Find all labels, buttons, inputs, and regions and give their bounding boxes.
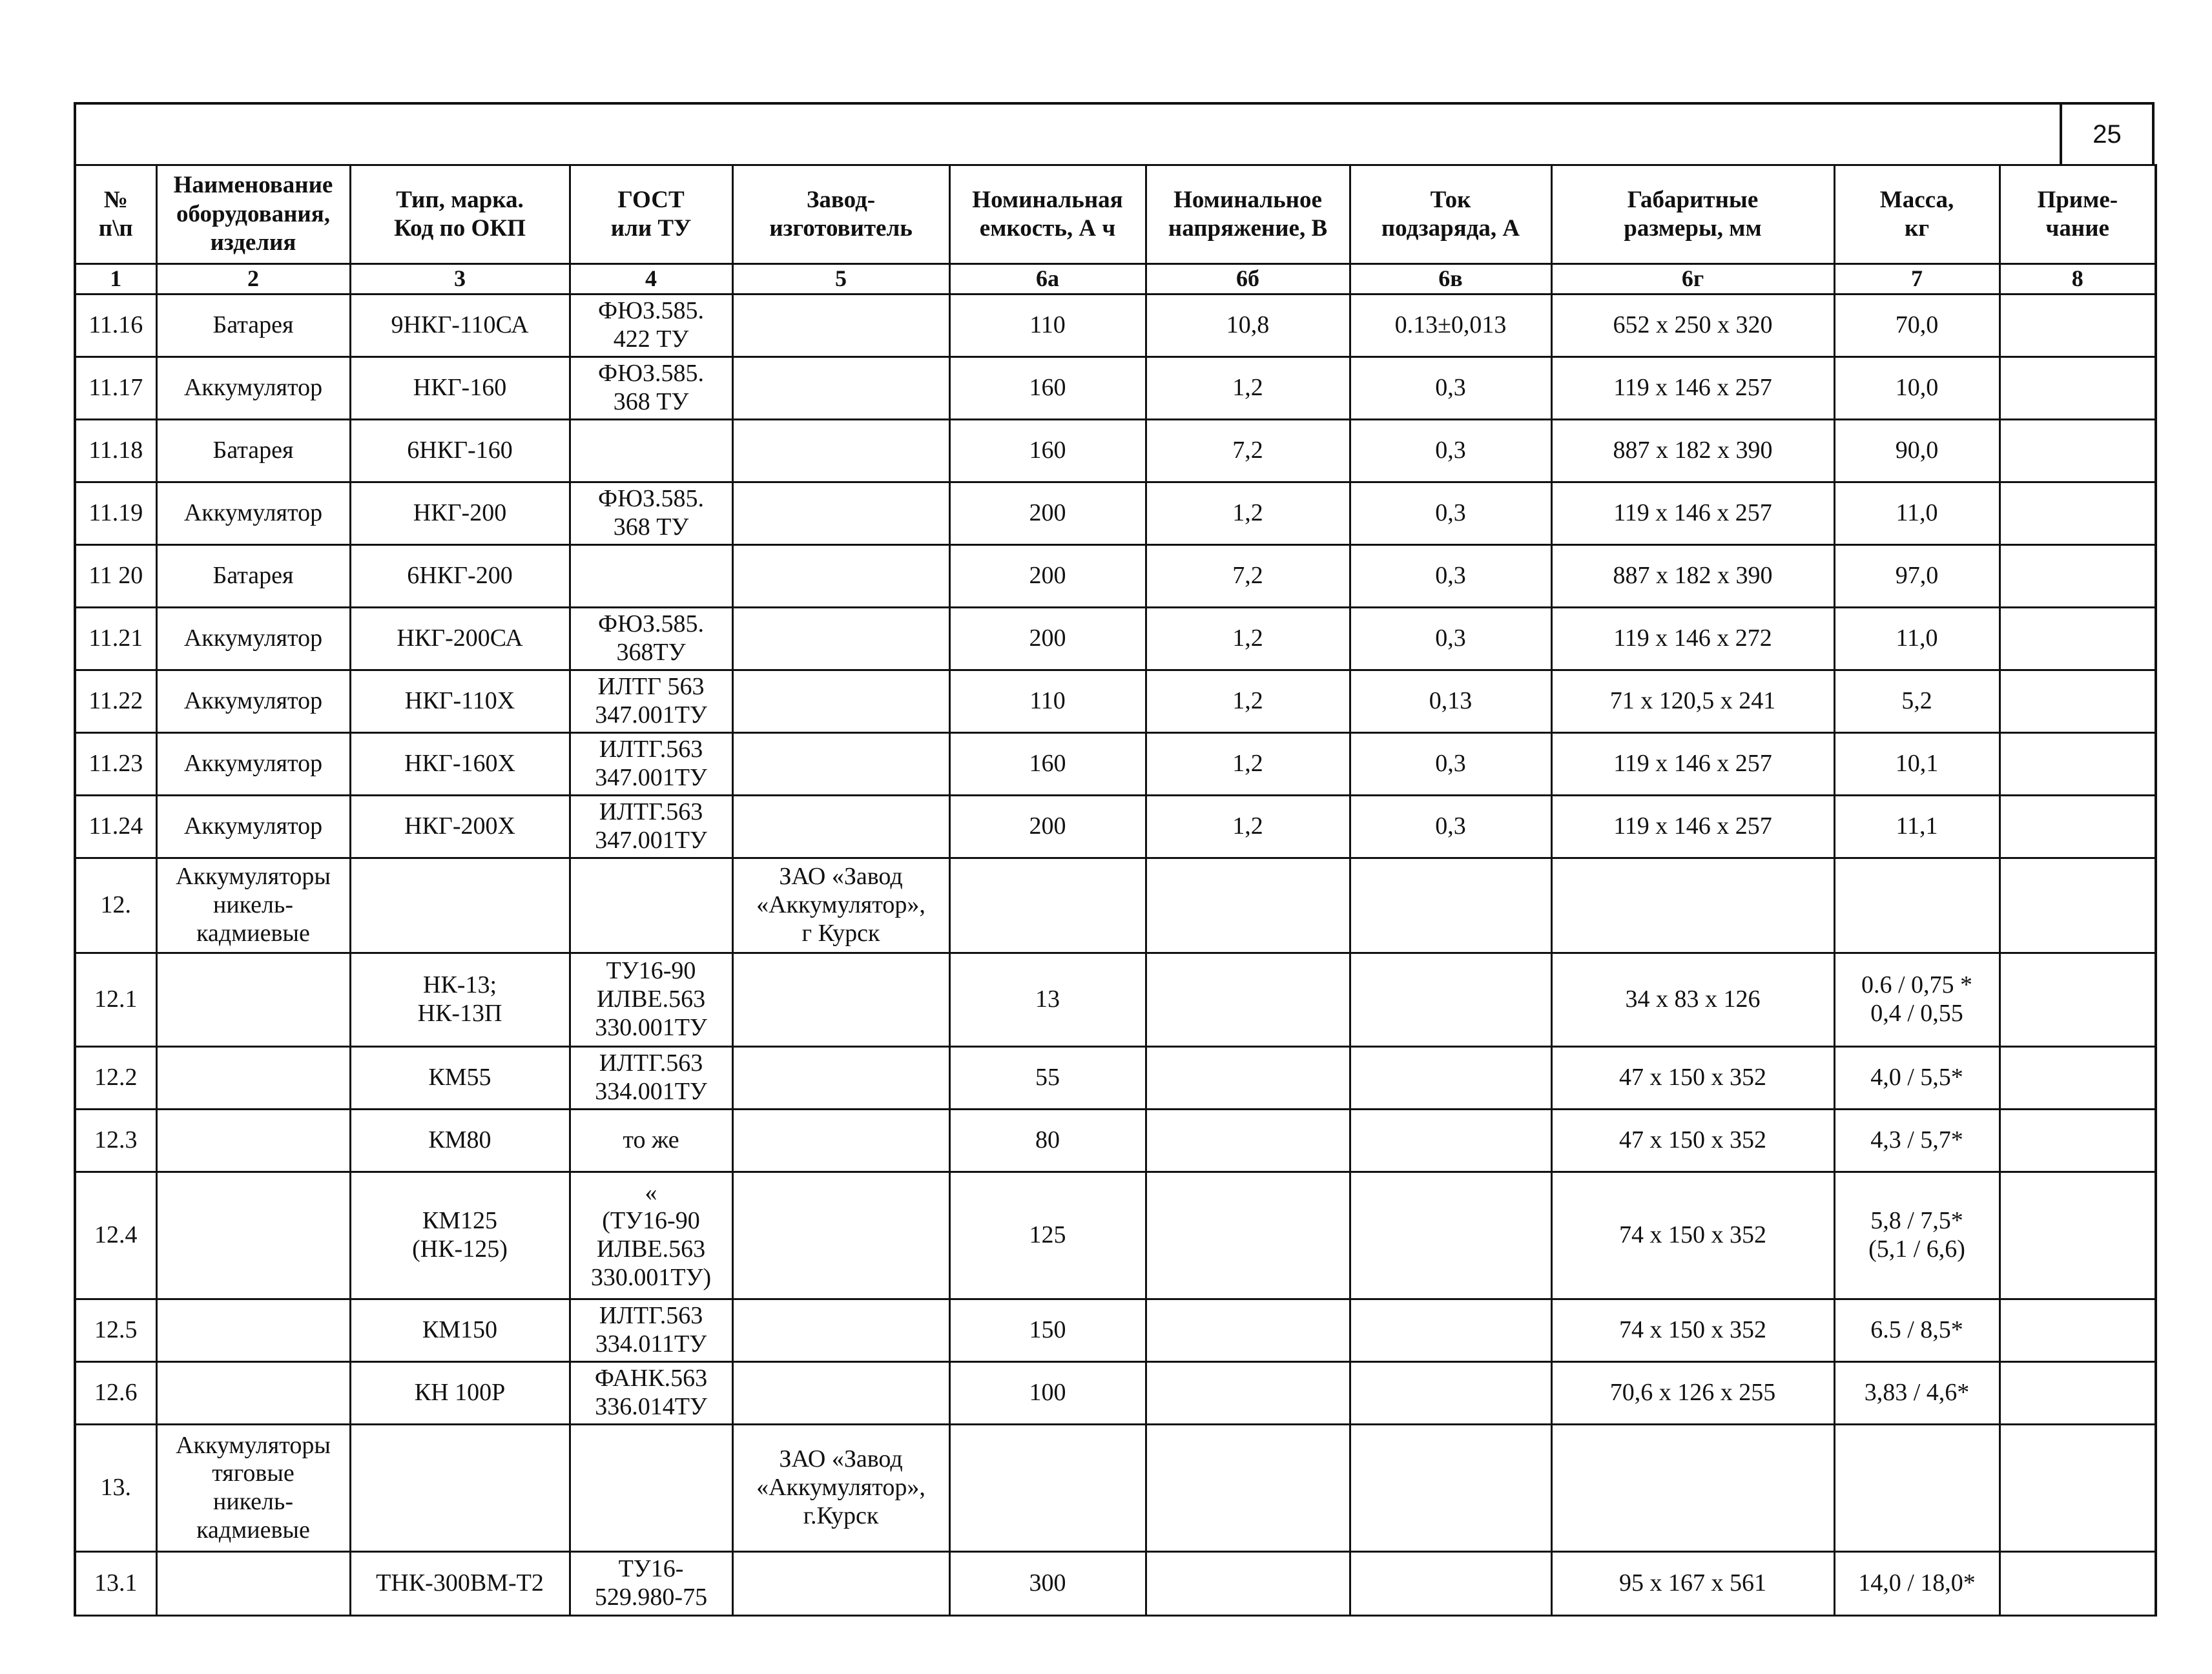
table-row (75, 953, 2156, 1047)
table-cell (732, 796, 949, 858)
column-number-cell: 3 (350, 264, 570, 294)
column-number-cell: 5 (732, 264, 949, 294)
table-cell (732, 1299, 949, 1362)
table-cell: Аккумулятор (156, 796, 350, 858)
table-cell: 0,3 (1350, 357, 1551, 420)
table-cell: 11,1 (1834, 796, 2000, 858)
table-cell (2000, 796, 2156, 858)
table-cell: КН 100Р (350, 1362, 570, 1425)
column-number-cell: 6в (1350, 264, 1551, 294)
table-cell: 119 х 146 х 257 (1551, 482, 1834, 545)
header-cell: Тип, марка. Код по ОКП (350, 165, 570, 264)
table-cell: 887 х 182 х 390 (1551, 420, 1834, 482)
table-cell (2000, 1110, 2156, 1172)
table-cell (1834, 1425, 2000, 1552)
table-row (75, 608, 2156, 670)
table-cell: ИЛТГ.563 334.011ТУ (570, 1299, 732, 1362)
table-cell: то же (570, 1110, 732, 1172)
table-cell: 14,0 / 18,0* (1834, 1552, 2000, 1616)
table-cell (2000, 670, 2156, 733)
table-cell: « (ТУ16-90 ИЛВЕ.563 330.001ТУ) (570, 1172, 732, 1299)
table-cell (2000, 420, 2156, 482)
table-cell (1350, 953, 1551, 1047)
table-cell: НКГ-200Х (350, 796, 570, 858)
table-cell: 6НКГ-200 (350, 545, 570, 608)
table-cell: ЗАО «Завод «Аккумулятор», г Курск (732, 858, 949, 953)
table-cell (1350, 1362, 1551, 1425)
table-cell (156, 1552, 350, 1616)
table-cell (732, 953, 949, 1047)
table-cell (1350, 1110, 1551, 1172)
table-row (75, 294, 2156, 357)
column-number-cell: 8 (2000, 264, 2156, 294)
table-cell: ТНК-300ВМ-Т2 (350, 1552, 570, 1616)
header-cell: ГОСТ или ТУ (570, 165, 732, 264)
table-row (75, 1425, 2156, 1552)
table-cell: 1,2 (1146, 733, 1350, 796)
table-cell: 11.21 (75, 608, 156, 670)
table-cell (1551, 858, 1834, 953)
table-cell: КМ150 (350, 1299, 570, 1362)
header-cell: Номинальное напряжение, В (1146, 165, 1350, 264)
table-cell: 12.1 (75, 953, 156, 1047)
column-number-cell: 6б (1146, 264, 1350, 294)
header-cell: Номинальная емкость, А ч (949, 165, 1146, 264)
table-cell: 200 (949, 608, 1146, 670)
table-cell (350, 858, 570, 953)
table-cell: 300 (949, 1552, 1146, 1616)
table-cell: ТУ16-90 ИЛВЕ.563 330.001ТУ (570, 953, 732, 1047)
table-cell: 7,2 (1146, 545, 1350, 608)
table-cell: 160 (949, 420, 1146, 482)
table-cell (732, 608, 949, 670)
table-cell: Аккумулятор (156, 608, 350, 670)
header-cell: Приме- чание (2000, 165, 2156, 264)
table-cell: 74 х 150 х 352 (1551, 1172, 1834, 1299)
table-cell (2000, 733, 2156, 796)
table-cell: 74 х 150 х 352 (1551, 1299, 1834, 1362)
table-cell: 11.18 (75, 420, 156, 482)
table-cell (1350, 1299, 1551, 1362)
table-cell: КМ80 (350, 1110, 570, 1172)
table-cell: 90,0 (1834, 420, 2000, 482)
table-cell: 110 (949, 294, 1146, 357)
table-cell: 12. (75, 858, 156, 953)
table-cell: 0,3 (1350, 420, 1551, 482)
table-cell: 70,6 х 126 х 255 (1551, 1362, 1834, 1425)
equipment-table (74, 164, 2157, 1617)
table-cell: ИЛТГ.563 347.001ТУ (570, 733, 732, 796)
table-cell: 0,13 (1350, 670, 1551, 733)
table-cell: 1,2 (1146, 357, 1350, 420)
table-cell (1350, 1552, 1551, 1616)
table-cell (732, 1172, 949, 1299)
table-cell: 0,3 (1350, 545, 1551, 608)
table-cell: 4,3 / 5,7* (1834, 1110, 2000, 1172)
table-cell: 47 х 150 х 352 (1551, 1110, 1834, 1172)
table-cell: ТУ16- 529.980-75 (570, 1552, 732, 1616)
table-cell: 1,2 (1146, 670, 1350, 733)
table-cell: 125 (949, 1172, 1146, 1299)
table-cell: 200 (949, 545, 1146, 608)
table-cell (1146, 1552, 1350, 1616)
table-row (75, 1362, 2156, 1425)
table-cell (732, 1552, 949, 1616)
column-number-row (75, 264, 2156, 294)
table-cell (350, 1425, 570, 1552)
table-cell: 55 (949, 1047, 1146, 1110)
table-cell: 80 (949, 1110, 1146, 1172)
table-cell: 71 х 120,5 х 241 (1551, 670, 1834, 733)
table-cell (2000, 858, 2156, 953)
table-cell (2000, 608, 2156, 670)
table-cell (2000, 1047, 2156, 1110)
table-cell (570, 1425, 732, 1552)
table-cell (949, 858, 1146, 953)
table-cell: 13.1 (75, 1552, 156, 1616)
document-sheet (74, 102, 2155, 1611)
table-cell: Аккумулятор (156, 357, 350, 420)
table-cell (732, 733, 949, 796)
table-cell (1551, 1425, 1834, 1552)
table-cell: 119 х 146 х 257 (1551, 357, 1834, 420)
table-cell: ЗАО «Завод «Аккумулятор», г.Курск (732, 1425, 949, 1552)
table-cell: 119 х 146 х 257 (1551, 796, 1834, 858)
table-cell: ИЛТГ 563 347.001ТУ (570, 670, 732, 733)
table-cell: ФЮЗ.585. 368 ТУ (570, 482, 732, 545)
table-cell (570, 858, 732, 953)
table-cell (156, 1110, 350, 1172)
table-cell: 11 20 (75, 545, 156, 608)
table-cell: 11.19 (75, 482, 156, 545)
table-cell (1834, 858, 2000, 953)
table-cell (1350, 1172, 1551, 1299)
table-cell: 1,2 (1146, 796, 1350, 858)
table-cell: 13 (949, 953, 1146, 1047)
table-cell (2000, 482, 2156, 545)
table-row (75, 796, 2156, 858)
table-cell: 9НКГ-110СА (350, 294, 570, 357)
table-row (75, 357, 2156, 420)
table-cell (1146, 1110, 1350, 1172)
table-cell: 47 х 150 х 352 (1551, 1047, 1834, 1110)
page-number: 25 (2060, 105, 2152, 164)
table-cell: 11.17 (75, 357, 156, 420)
table-cell (2000, 1425, 2156, 1552)
table-cell: НКГ-160 (350, 357, 570, 420)
table-cell: НКГ-110Х (350, 670, 570, 733)
header-cell: № п\п (75, 165, 156, 264)
table-cell: 5,2 (1834, 670, 2000, 733)
table-cell (2000, 1552, 2156, 1616)
table-cell (732, 1110, 949, 1172)
table-cell: ФЮЗ.585. 368ТУ (570, 608, 732, 670)
table-cell: 13. (75, 1425, 156, 1552)
table-cell: 119 х 146 х 257 (1551, 733, 1834, 796)
table-cell (732, 670, 949, 733)
table-cell: 4,0 / 5,5* (1834, 1047, 2000, 1110)
table-cell: Аккумуляторы никель- кадмиевые (156, 858, 350, 953)
table-cell: 3,83 / 4,6* (1834, 1362, 2000, 1425)
table-row (75, 1299, 2156, 1362)
table-cell (1350, 1047, 1551, 1110)
table-row (75, 733, 2156, 796)
table-body (75, 294, 2156, 1616)
table-row (75, 545, 2156, 608)
table-cell (570, 420, 732, 482)
table-cell (732, 482, 949, 545)
header-cell: Завод- изготовитель (732, 165, 949, 264)
table-row (75, 1172, 2156, 1299)
table-cell (732, 294, 949, 357)
table-cell: НКГ-200СА (350, 608, 570, 670)
table-row (75, 1047, 2156, 1110)
table-cell: 1,2 (1146, 608, 1350, 670)
table-cell (1146, 1047, 1350, 1110)
table-cell (1146, 1172, 1350, 1299)
table-cell: 12.5 (75, 1299, 156, 1362)
table-cell (732, 357, 949, 420)
table-cell (156, 1299, 350, 1362)
header-cell: Наименование оборудования, изделия (156, 165, 350, 264)
table-cell: 160 (949, 733, 1146, 796)
table-row (75, 420, 2156, 482)
table-cell (2000, 1299, 2156, 1362)
table-cell: ИЛТГ.563 347.001ТУ (570, 796, 732, 858)
column-number-cell: 2 (156, 264, 350, 294)
table-cell: 11.22 (75, 670, 156, 733)
column-number-cell: 6г (1551, 264, 1834, 294)
table-cell (1146, 1362, 1350, 1425)
table-cell: ФЮЗ.585. 422 ТУ (570, 294, 732, 357)
table-cell (732, 545, 949, 608)
table-cell: 11.23 (75, 733, 156, 796)
table-cell: 0,3 (1350, 608, 1551, 670)
table-cell: 0.13±0,013 (1350, 294, 1551, 357)
column-number-cell: 1 (75, 264, 156, 294)
table-cell: 100 (949, 1362, 1146, 1425)
table-cell: 34 х 83 х 126 (1551, 953, 1834, 1047)
page-header-bar (74, 102, 2155, 164)
table-row (75, 858, 2156, 953)
table-cell: 0,3 (1350, 733, 1551, 796)
table-cell: Аккумулятор (156, 482, 350, 545)
table-cell: 97,0 (1834, 545, 2000, 608)
table-cell: 10,0 (1834, 357, 2000, 420)
table-cell: 5,8 / 7,5* (5,1 / 6,6) (1834, 1172, 2000, 1299)
table-cell: ФАНК.563 336.014ТУ (570, 1362, 732, 1425)
table-cell: 10,1 (1834, 733, 2000, 796)
table-cell: ИЛТГ.563 334.001ТУ (570, 1047, 732, 1110)
column-number-cell: 6а (949, 264, 1146, 294)
table-cell: Батарея (156, 545, 350, 608)
table-row (75, 482, 2156, 545)
table-cell: НКГ-200 (350, 482, 570, 545)
header-cell: Масса, кг (1834, 165, 2000, 264)
table-header-row (75, 165, 2156, 264)
table-cell (2000, 1172, 2156, 1299)
table-cell: КМ125 (НК-125) (350, 1172, 570, 1299)
table-row (75, 1110, 2156, 1172)
table-cell: 6НКГ-160 (350, 420, 570, 482)
table-cell: 6.5 / 8,5* (1834, 1299, 2000, 1362)
table-cell: 12.2 (75, 1047, 156, 1110)
table-cell (732, 1362, 949, 1425)
table-cell (2000, 545, 2156, 608)
table-cell: 0,3 (1350, 796, 1551, 858)
table-cell (156, 1362, 350, 1425)
table-cell (1350, 1425, 1551, 1552)
table-cell: 12.6 (75, 1362, 156, 1425)
table-cell: 70,0 (1834, 294, 2000, 357)
table-cell: 0,3 (1350, 482, 1551, 545)
table-cell: 0.6 / 0,75 * 0,4 / 0,55 (1834, 953, 2000, 1047)
table-row (75, 1552, 2156, 1616)
table-cell: 200 (949, 482, 1146, 545)
table-cell: 200 (949, 796, 1146, 858)
table-cell (2000, 357, 2156, 420)
table-cell: 11,0 (1834, 482, 2000, 545)
table-cell (1350, 858, 1551, 953)
table-cell: 652 х 250 х 320 (1551, 294, 1834, 357)
table-cell: КМ55 (350, 1047, 570, 1110)
header-cell: Ток подзаряда, А (1350, 165, 1551, 264)
table-cell: 11,0 (1834, 608, 2000, 670)
table-cell (570, 545, 732, 608)
table-cell: 110 (949, 670, 1146, 733)
table-cell (2000, 953, 2156, 1047)
table-cell: НК-13; НК-13П (350, 953, 570, 1047)
table-cell (732, 1047, 949, 1110)
table-cell (1146, 1299, 1350, 1362)
table-cell: 95 х 167 х 561 (1551, 1552, 1834, 1616)
table-cell: Батарея (156, 420, 350, 482)
table-cell: 12.4 (75, 1172, 156, 1299)
table-cell: 7,2 (1146, 420, 1350, 482)
table-cell (156, 953, 350, 1047)
table-cell: 119 х 146 х 272 (1551, 608, 1834, 670)
table-cell (949, 1425, 1146, 1552)
table-cell (1146, 858, 1350, 953)
table-cell: ФЮЗ.585. 368 ТУ (570, 357, 732, 420)
table-cell: 11.24 (75, 796, 156, 858)
table-cell: Аккумуляторы тяговые никель- кадмиевые (156, 1425, 350, 1552)
table-cell (732, 420, 949, 482)
table-cell: 150 (949, 1299, 1146, 1362)
table-cell: НКГ-160Х (350, 733, 570, 796)
header-cell: Габаритные размеры, мм (1551, 165, 1834, 264)
table-cell (1146, 1425, 1350, 1552)
table-cell: 1,2 (1146, 482, 1350, 545)
table-cell (156, 1172, 350, 1299)
table-row (75, 670, 2156, 733)
table-cell: Аккумулятор (156, 670, 350, 733)
column-number-cell: 7 (1834, 264, 2000, 294)
table-cell: 887 х 182 х 390 (1551, 545, 1834, 608)
table-cell (2000, 294, 2156, 357)
column-number-cell: 4 (570, 264, 732, 294)
table-cell (156, 1047, 350, 1110)
table-cell: 160 (949, 357, 1146, 420)
table-cell (2000, 1362, 2156, 1425)
table-cell: 11.16 (75, 294, 156, 357)
table-cell: 10,8 (1146, 294, 1350, 357)
table-cell (1146, 953, 1350, 1047)
table-cell: Батарея (156, 294, 350, 357)
table-cell: Аккумулятор (156, 733, 350, 796)
table-cell: 12.3 (75, 1110, 156, 1172)
